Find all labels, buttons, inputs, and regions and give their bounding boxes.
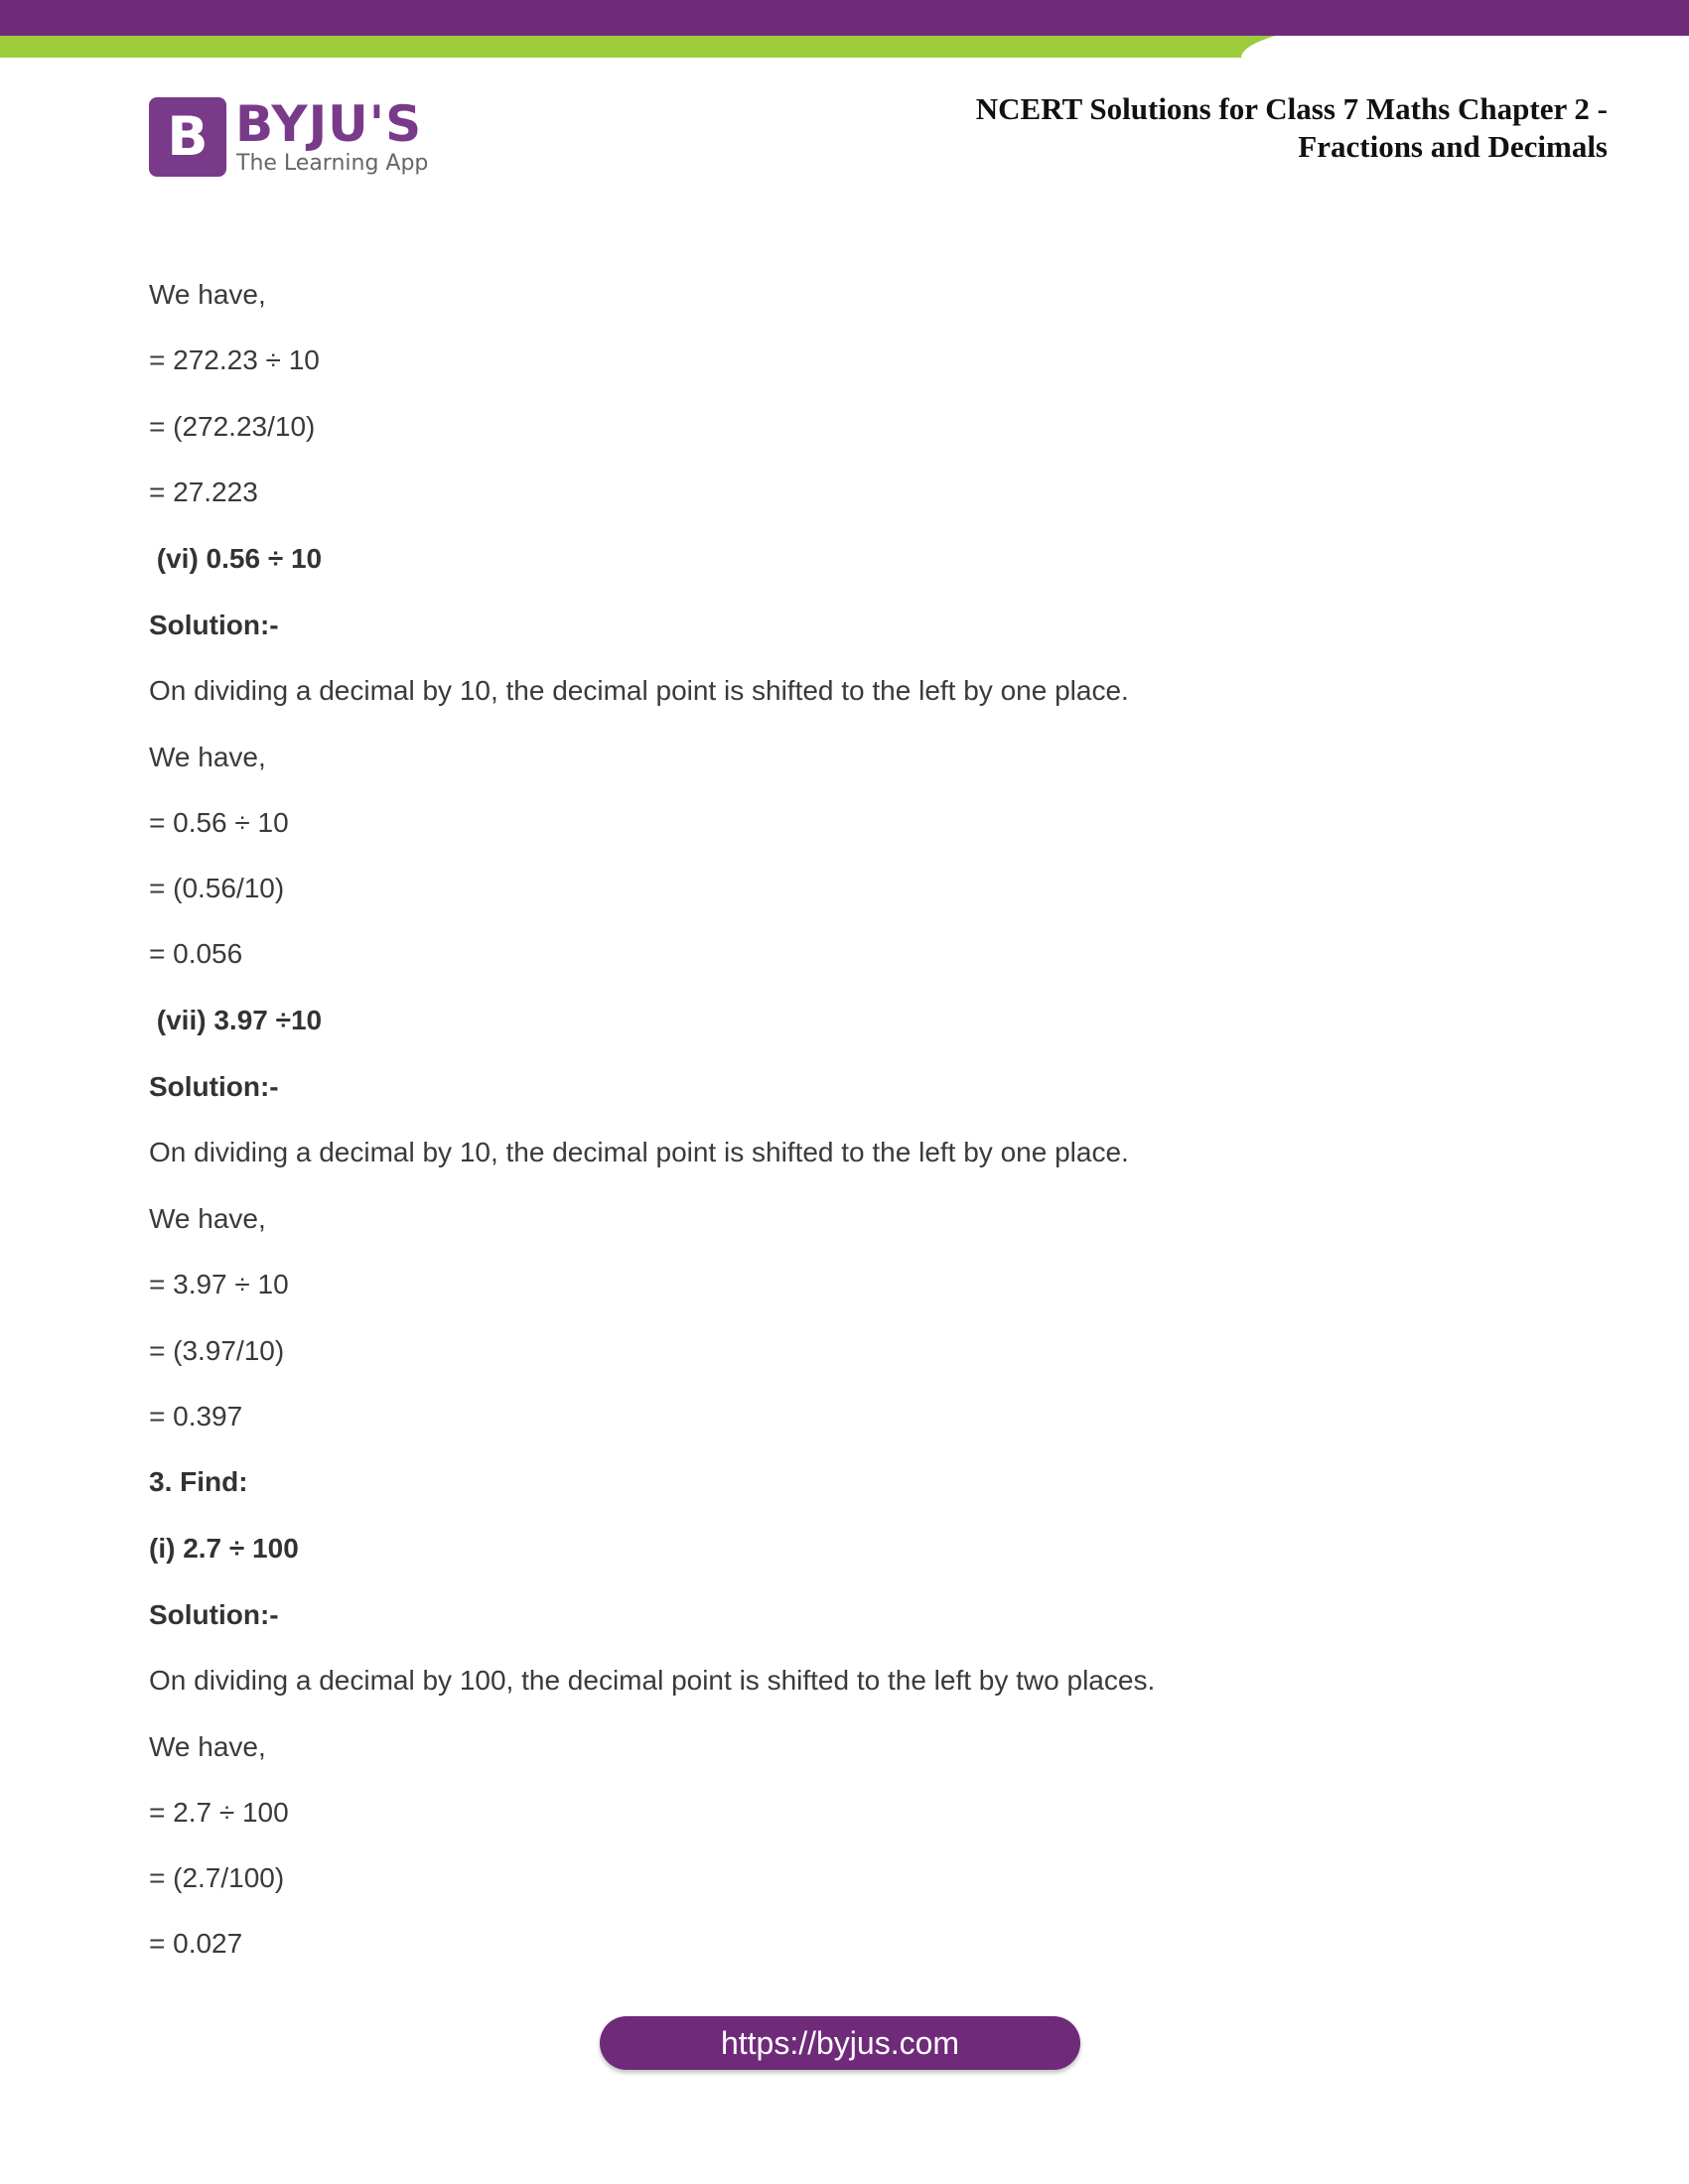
text-line: We have, bbox=[149, 279, 266, 310]
logo-name: BYJU'S bbox=[235, 95, 423, 153]
equation-line: = 0.397 bbox=[149, 1401, 243, 1432]
footer-link-pill[interactable] bbox=[600, 2016, 1080, 2070]
equation-line: = 272.23 ÷ 10 bbox=[149, 344, 320, 375]
solution-label: Solution:- bbox=[149, 610, 279, 640]
question-heading: (vii) 3.97 ÷10 bbox=[149, 1005, 323, 1035]
document-title-line2: Fractions and Decimals bbox=[1298, 129, 1608, 164]
equation-line: = 0.056 bbox=[149, 938, 243, 969]
question-heading: 3. Find: bbox=[149, 1466, 248, 1497]
equation-line: = (3.97/10) bbox=[149, 1335, 285, 1366]
question-heading: (i) 2.7 ÷ 100 bbox=[149, 1533, 299, 1564]
logo-letter: B bbox=[167, 105, 209, 168]
solution-label: Solution:- bbox=[149, 1071, 279, 1102]
document-title-line1: NCERT Solutions for Class 7 Maths Chapter 2 - bbox=[975, 91, 1608, 126]
equation-line: = 0.027 bbox=[149, 1928, 243, 1959]
equation-line: = 0.56 ÷ 10 bbox=[149, 807, 289, 838]
header-band-purple bbox=[0, 0, 1689, 36]
text-line: We have, bbox=[149, 742, 266, 772]
footer-url[interactable]: https://byjus.com bbox=[720, 2025, 960, 2061]
text-line: We have, bbox=[149, 1203, 266, 1234]
byjus-logo bbox=[149, 97, 437, 181]
equation-line: = (272.23/10) bbox=[149, 411, 316, 442]
equation-line: = (2.7/100) bbox=[149, 1862, 285, 1893]
equation-line: = (0.56/10) bbox=[149, 873, 285, 903]
explanation-text: On dividing a decimal by 100, the decimal point is shifted to the left by two places. bbox=[149, 1665, 1156, 1696]
equation-line: = 2.7 ÷ 100 bbox=[149, 1797, 289, 1828]
explanation-text: On dividing a decimal by 10, the decimal point is shifted to the left by one place. bbox=[149, 675, 1129, 706]
logo-tagline: The Learning App bbox=[236, 151, 429, 176]
document-title bbox=[793, 90, 1608, 166]
equation-line: = 27.223 bbox=[149, 477, 258, 507]
explanation-text: On dividing a decimal by 10, the decimal point is shifted to the left by one place. bbox=[149, 1137, 1129, 1167]
text-line: We have, bbox=[149, 1731, 266, 1762]
logo-icon bbox=[149, 97, 226, 177]
solution-label: Solution:- bbox=[149, 1599, 279, 1630]
equation-line: = 3.97 ÷ 10 bbox=[149, 1269, 289, 1299]
question-heading: (vi) 0.56 ÷ 10 bbox=[149, 543, 323, 574]
